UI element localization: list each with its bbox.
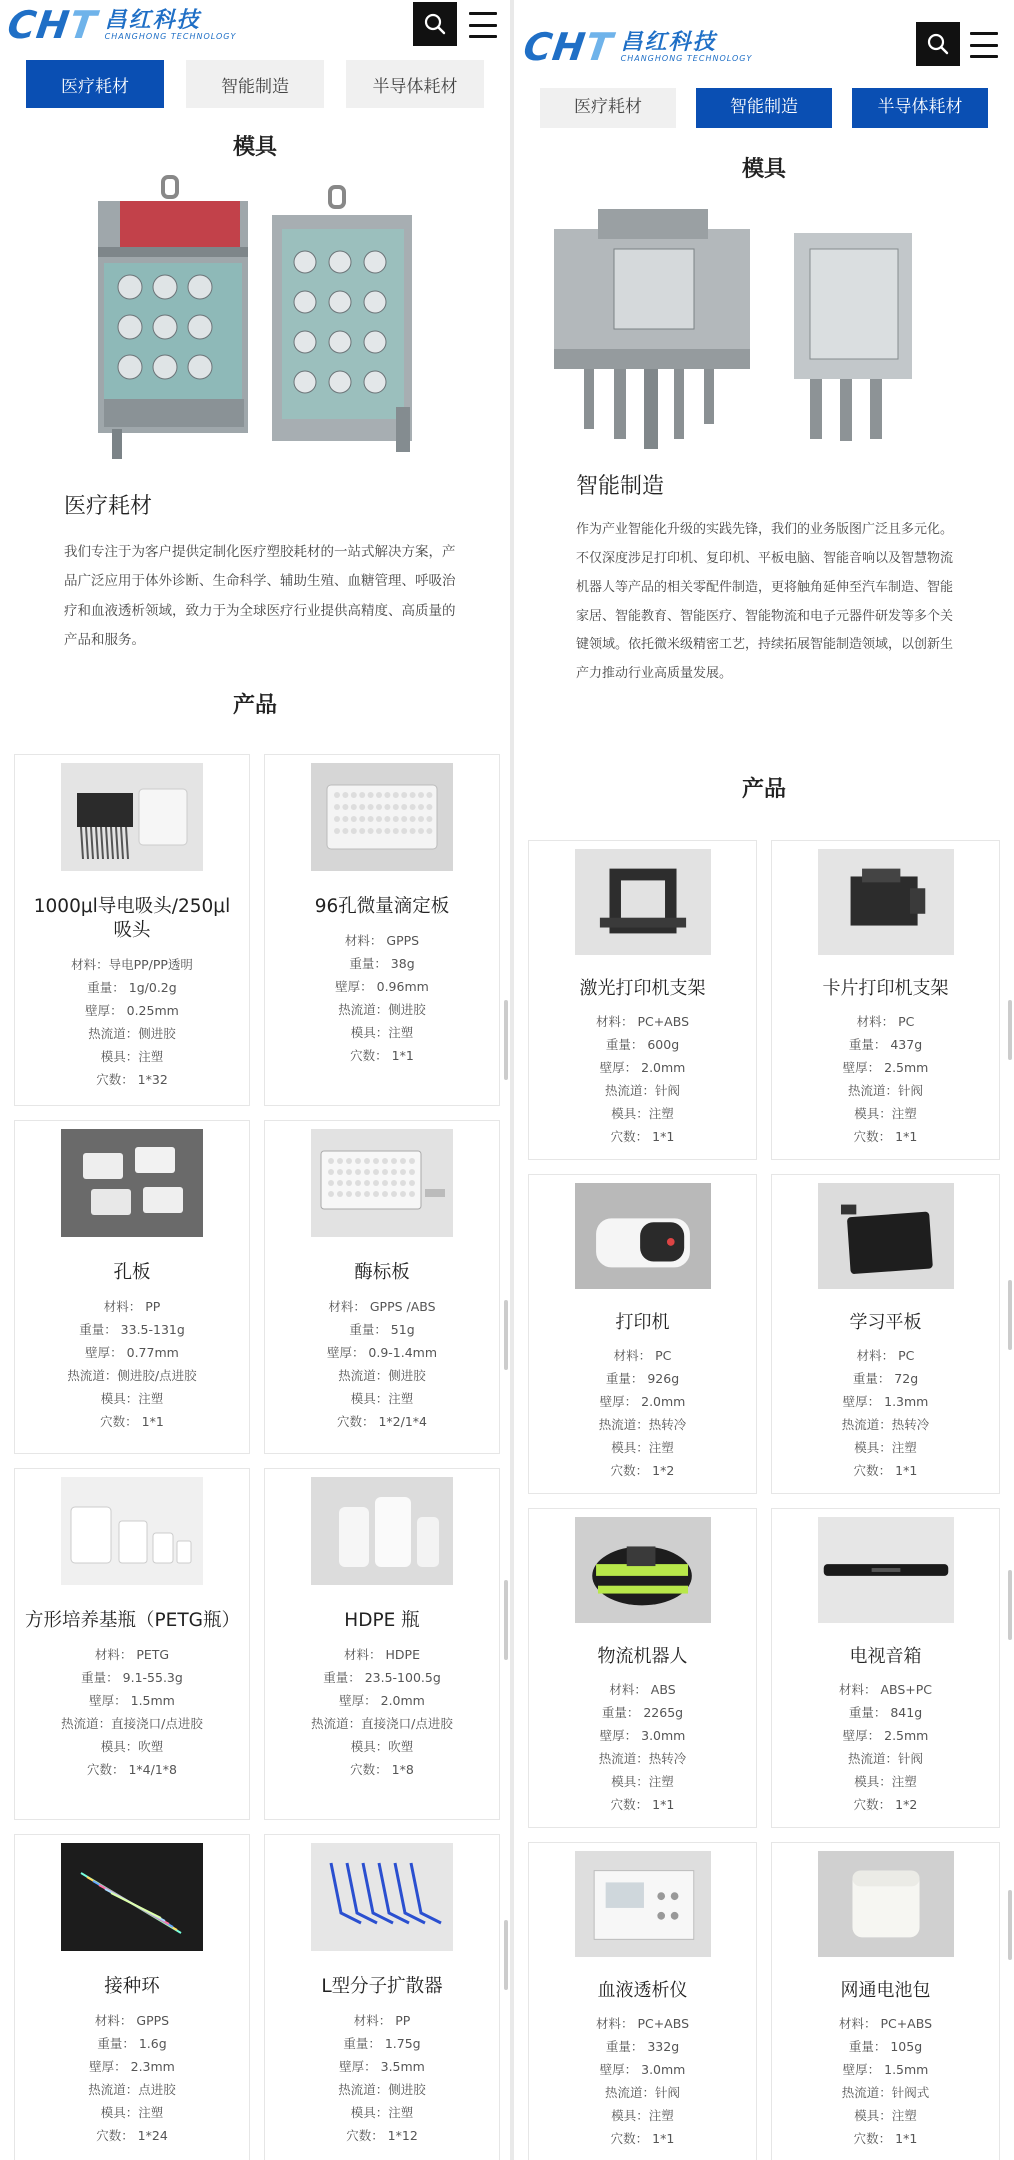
tab-smart-manufacturing[interactable]: 智能制造 xyxy=(696,80,832,128)
tab-medical[interactable]: 医疗耗材 xyxy=(540,80,676,128)
product-image[interactable] xyxy=(311,1477,453,1585)
product-card[interactable] xyxy=(14,1834,250,2160)
product-spec: 壁厚： 1.5mm xyxy=(89,1693,175,1709)
product-spec: 重量： 841g xyxy=(848,1705,923,1721)
product-spec: 壁厚： 3.0mm xyxy=(599,2062,686,2078)
mold-title: 模具 xyxy=(232,135,277,160)
product-name[interactable]: 打印机 xyxy=(615,1312,670,1333)
product-image[interactable] xyxy=(818,1851,954,1957)
product-spec: 壁厚： 2.3mm xyxy=(89,2059,175,2075)
product-spec: 模具：注塑 xyxy=(854,2108,917,2124)
product-image[interactable] xyxy=(575,1517,711,1623)
product-spec: 模具：注塑 xyxy=(854,1440,917,1456)
product-spec: 穴数： 1*1 xyxy=(610,2131,675,2147)
product-spec: 模具：注塑 xyxy=(611,1774,674,1790)
product-spec: 材料： HDPE xyxy=(344,1647,420,1663)
product-spec: 材料： ABS+PC xyxy=(838,1682,933,1698)
product-card[interactable] xyxy=(771,1842,1000,2160)
logo-en: CHANGHONG TECHNOLOGY xyxy=(620,54,753,64)
product-spec: 热流道：侧进胶 xyxy=(338,1002,426,1018)
product-name[interactable]: 方形培养基瓶（PETG瓶） xyxy=(25,1610,240,1631)
mold-title: 模具 xyxy=(741,157,786,182)
product-name[interactable]: 96孔微量滴定板 xyxy=(314,896,450,917)
product-card[interactable] xyxy=(14,754,250,1106)
product-spec: 重量： 926g xyxy=(605,1371,680,1387)
search-icon xyxy=(927,33,949,55)
product-card[interactable] xyxy=(771,840,1000,1160)
product-card[interactable] xyxy=(264,1834,500,2160)
search-icon xyxy=(424,13,446,35)
scrollbar[interactable] xyxy=(504,1580,508,1660)
products-title: 产品 xyxy=(741,777,786,802)
product-spec: 重量： 23.5-100.5g xyxy=(323,1670,441,1686)
product-spec: 模具：注塑 xyxy=(611,2108,674,2124)
product-image[interactable] xyxy=(311,763,453,871)
product-spec: 模具：注塑 xyxy=(100,1391,164,1407)
product-spec: 穴数： 1*1 xyxy=(100,1414,164,1430)
product-image[interactable] xyxy=(575,1851,711,1957)
product-spec: 壁厚： 0.77mm xyxy=(85,1345,179,1361)
product-spec: 材料： PC xyxy=(613,1348,672,1364)
info-text: 我们专注于为客户提供定制化医疗塑胶耗材的一站式解决方案，产品广泛应用于体外诊断、生命科学、辅助生殖、血糖管理、呼吸治疗和血液透析领域，致力于为全球医疗行业提供高精度、高质量的产品和服务。 xyxy=(64,544,456,649)
product-spec: 壁厚： 2.0mm xyxy=(599,1394,686,1410)
logo-en: CHANGHONG TECHNOLOGY xyxy=(104,32,237,42)
product-image[interactable] xyxy=(61,763,203,871)
product-name[interactable]: HDPE 瓶 xyxy=(344,1610,420,1631)
product-spec: 重量： 437g xyxy=(848,1037,923,1053)
product-spec: 材料：导电PP/PP透明 xyxy=(71,957,193,973)
site-header xyxy=(0,0,510,60)
product-spec: 热流道：直接浇口/点进胶 xyxy=(61,1716,203,1732)
product-image[interactable] xyxy=(61,1129,203,1237)
product-card[interactable] xyxy=(528,840,757,1160)
menu-icon[interactable] xyxy=(970,32,998,58)
product-spec: 材料： PC+ABS xyxy=(595,2016,690,2032)
product-spec: 重量： 1.75g xyxy=(343,2036,421,2052)
product-spec: 重量： 51g xyxy=(349,1322,415,1338)
product-spec: 模具：注塑 xyxy=(100,2105,164,2121)
product-card[interactable] xyxy=(264,754,500,1106)
mold-image xyxy=(514,189,1014,449)
category-tabs xyxy=(0,60,510,108)
product-spec: 壁厚： 0.25mm xyxy=(85,1003,179,1019)
product-spec: 穴数： 1*8 xyxy=(350,1762,414,1778)
product-spec: 模具：注塑 xyxy=(350,1025,414,1041)
product-spec: 热流道：针阀式 xyxy=(841,2085,930,2101)
product-image[interactable] xyxy=(818,1183,954,1289)
product-spec: 热流道：针阀 xyxy=(847,1751,923,1767)
product-name[interactable]: 接种环 xyxy=(104,1976,160,1997)
product-spec: 材料： PC+ABS xyxy=(595,1014,690,1030)
product-spec: 热流道：针阀 xyxy=(847,1083,923,1099)
product-card[interactable] xyxy=(528,1174,757,1494)
product-image[interactable] xyxy=(311,1843,453,1951)
product-image[interactable] xyxy=(575,1183,711,1289)
product-spec: 穴数： 1*1 xyxy=(853,1463,918,1479)
product-spec: 穴数： 1*1 xyxy=(853,1129,918,1145)
product-spec: 热流道：侧进胶 xyxy=(338,1368,426,1384)
product-card[interactable] xyxy=(264,1120,500,1454)
scrollbar[interactable] xyxy=(1008,1280,1012,1350)
logo[interactable] xyxy=(4,3,237,47)
product-name[interactable]: 卡片打印机支架 xyxy=(822,978,949,999)
product-spec: 壁厚： 3.5mm xyxy=(339,2059,425,2075)
product-spec: 重量： 38g xyxy=(349,956,415,972)
product-spec: 壁厚： 0.9-1.4mm xyxy=(326,1345,438,1361)
product-spec: 壁厚： 1.5mm xyxy=(842,2062,929,2078)
product-grid xyxy=(528,840,1000,2160)
logo-cn: 昌红科技 xyxy=(104,7,201,33)
product-spec: 壁厚： 2.0mm xyxy=(339,1693,425,1709)
product-name[interactable]: 物流机器人 xyxy=(597,1646,688,1667)
product-spec: 穴数： 1*2/1*4 xyxy=(337,1414,427,1430)
product-spec: 材料： PC xyxy=(856,1014,915,1030)
logo-cn: 昌红科技 xyxy=(620,29,717,55)
product-image[interactable] xyxy=(61,1477,203,1585)
product-image[interactable] xyxy=(311,1129,453,1237)
product-spec: 穴数： 1*2 xyxy=(610,1463,675,1479)
product-spec: 重量： 1.6g xyxy=(97,2036,167,2052)
product-grid xyxy=(14,754,500,2160)
product-spec: 模具：注塑 xyxy=(611,1440,674,1456)
product-spec: 壁厚： 0.96mm xyxy=(335,979,429,995)
product-name[interactable]: 激光打印机支架 xyxy=(579,978,706,999)
product-card[interactable] xyxy=(528,1508,757,1828)
site-header xyxy=(514,10,1014,88)
search-button[interactable] xyxy=(413,2,457,46)
search-button[interactable] xyxy=(916,22,960,66)
product-spec: 热流道：侧进胶 xyxy=(88,1026,176,1042)
product-image[interactable] xyxy=(818,849,954,955)
tab-medical[interactable]: 医疗耗材 xyxy=(26,60,164,108)
scrollbar[interactable] xyxy=(504,1300,508,1370)
tab-semiconductor[interactable]: 半导体耗材 xyxy=(346,60,484,108)
product-image[interactable] xyxy=(818,1517,954,1623)
info-text: 作为产业智能化升级的实践先锋，我们的业务版图广泛且多元化。不仅深度涉足打印机、复印机、平板电脑、智能音响以及智慧物流机器人等产品的相关零配件制造，更将触角延伸至汽车制造、智能家居、智能教育、智能医疗、智能物流和电子元器件研发等多个关键领域。依托微米级精密工艺，持续拓展智能制造领域，以创新生产力推动行业高质量发展。 xyxy=(576,522,954,682)
logo-mark: CHT xyxy=(4,3,100,47)
tab-semiconductor[interactable]: 半导体耗材 xyxy=(852,80,988,128)
product-spec: 模具：注塑 xyxy=(854,1774,917,1790)
product-spec: 材料： PC+ABS xyxy=(838,2016,933,2032)
product-spec: 热流道：针阀 xyxy=(604,2085,680,2101)
product-spec: 热流道：针阀 xyxy=(604,1083,680,1099)
product-card[interactable] xyxy=(264,1468,500,1820)
product-card[interactable] xyxy=(14,1468,250,1820)
product-name[interactable]: 电视音箱 xyxy=(849,1646,922,1667)
product-spec: 材料： PC xyxy=(856,1348,915,1364)
product-spec: 重量： 600g xyxy=(605,1037,680,1053)
product-spec: 重量： 9.1-55.3g xyxy=(81,1670,183,1686)
product-spec: 穴数： 1*2 xyxy=(853,1797,918,1813)
product-spec: 穴数： 1*24 xyxy=(96,2128,168,2144)
product-spec: 热流道：热转冷 xyxy=(598,1751,687,1767)
product-spec: 材料： GPPS /ABS xyxy=(328,1299,436,1315)
product-spec: 热流道：热转冷 xyxy=(841,1417,930,1433)
tab-smart-manufacturing[interactable]: 智能制造 xyxy=(186,60,324,108)
product-card[interactable] xyxy=(771,1508,1000,1828)
product-spec: 材料： ABS xyxy=(609,1682,676,1698)
right-screen xyxy=(514,0,1014,2160)
product-image[interactable] xyxy=(61,1843,203,1951)
product-spec: 穴数： 1*32 xyxy=(96,1072,168,1088)
product-spec: 壁厚： 1.3mm xyxy=(842,1394,929,1410)
product-spec: 壁厚： 2.5mm xyxy=(842,1728,929,1744)
product-spec: 壁厚： 2.5mm xyxy=(842,1060,929,1076)
product-spec: 热流道：侧进胶 xyxy=(338,2082,426,2098)
product-spec: 模具：注塑 xyxy=(350,1391,414,1407)
scrollbar[interactable] xyxy=(504,1920,508,1990)
product-spec: 材料： PETG xyxy=(94,1647,170,1663)
scrollbar[interactable] xyxy=(1008,1570,1012,1640)
products-title: 产品 xyxy=(232,693,277,718)
product-spec: 穴数： 1*1 xyxy=(350,1048,414,1064)
product-spec: 模具：吹塑 xyxy=(100,1739,164,1755)
product-name[interactable]: 学习平板 xyxy=(849,1312,922,1333)
product-spec: 穴数： 1*4/1*8 xyxy=(87,1762,177,1778)
product-spec: 重量： 72g xyxy=(852,1371,919,1387)
product-card[interactable] xyxy=(14,1120,250,1454)
product-spec: 重量： 105g xyxy=(848,2039,923,2055)
info-title: 智能制造 xyxy=(576,474,665,499)
logo[interactable] xyxy=(520,25,753,69)
product-spec: 热流道：直接浇口/点进胶 xyxy=(311,1716,453,1732)
product-spec: 重量： 2265g xyxy=(601,1705,684,1721)
product-spec: 热流道：侧进胶/点进胶 xyxy=(67,1368,197,1384)
product-spec: 热流道：热转冷 xyxy=(598,1417,687,1433)
product-name[interactable]: L型分子扩散器 xyxy=(321,1976,443,1997)
product-spec: 热流道：点进胶 xyxy=(88,2082,176,2098)
product-image[interactable] xyxy=(575,849,711,955)
product-card[interactable] xyxy=(528,1842,757,2160)
product-spec: 壁厚： 3.0mm xyxy=(599,1728,686,1744)
product-spec: 重量： 33.5-131g xyxy=(79,1322,185,1338)
product-spec: 穴数： 1*12 xyxy=(346,2128,418,2144)
product-name[interactable]: 孔板 xyxy=(113,1262,151,1283)
product-spec: 穴数： 1*1 xyxy=(853,2131,918,2147)
product-spec: 材料： GPPS xyxy=(94,2013,170,2029)
product-spec: 穴数： 1*1 xyxy=(610,1129,675,1145)
product-spec: 重量： 1g/0.2g xyxy=(87,980,177,996)
product-spec: 重量： 332g xyxy=(605,2039,680,2055)
product-spec: 材料： PP xyxy=(103,1299,161,1315)
product-spec: 模具：注塑 xyxy=(854,1106,917,1122)
product-spec: 穴数： 1*1 xyxy=(610,1797,675,1813)
logo-mark: CHT xyxy=(520,25,616,69)
info-title: 医疗耗材 xyxy=(64,494,153,519)
scrollbar[interactable] xyxy=(504,1000,508,1080)
product-spec: 模具：注塑 xyxy=(611,1106,674,1122)
menu-icon[interactable] xyxy=(469,12,497,38)
mold-image xyxy=(0,167,510,467)
product-spec: 材料： GPPS xyxy=(344,933,420,949)
product-name[interactable]: 酶标板 xyxy=(354,1262,410,1283)
product-spec: 模具：吹塑 xyxy=(350,1739,414,1755)
product-card[interactable] xyxy=(771,1174,1000,1494)
product-spec: 材料： PP xyxy=(353,2013,411,2029)
product-spec: 模具：注塑 xyxy=(350,2105,414,2121)
scrollbar[interactable] xyxy=(1008,1000,1012,1060)
product-name[interactable]: 血液透析仪 xyxy=(597,1980,688,2001)
product-name[interactable]: 网通电池包 xyxy=(840,1980,931,2001)
scrollbar[interactable] xyxy=(1008,1890,1012,1960)
product-spec: 模具：注塑 xyxy=(100,1049,164,1065)
product-name[interactable]: 1000μl导电吸头/250μl吸头 xyxy=(33,896,231,942)
product-spec: 壁厚： 2.0mm xyxy=(599,1060,686,1076)
